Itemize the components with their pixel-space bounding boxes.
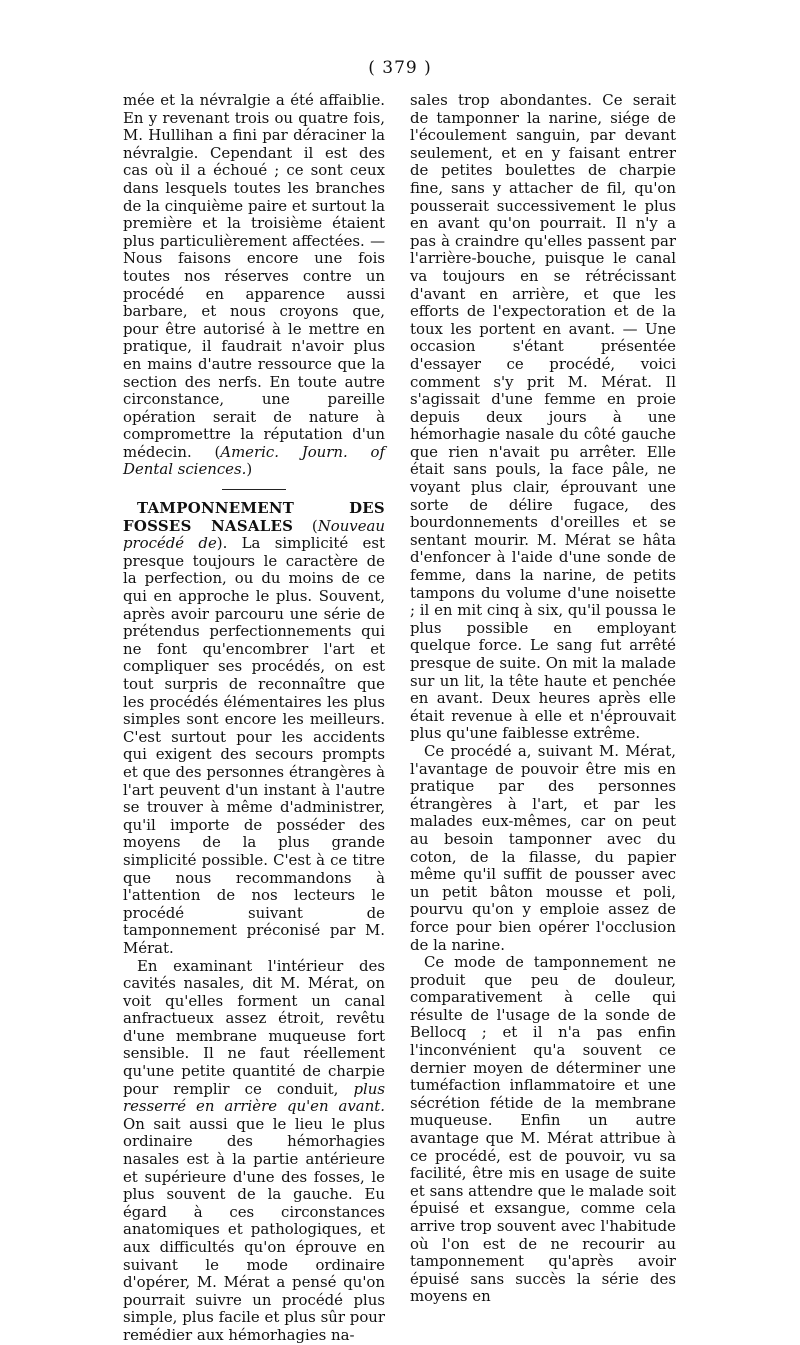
para2-emphasis: plus resserré en arrière qu'en avant. — [123, 1079, 386, 1116]
right-paragraph-3: Ce mode de tamponnement ne produit que peu de douleur, comparativement à celle qui résulte de l'usage de la sonde de Bellocq ; et il n'a pas enfin l'inconvénient qu'a souvent ce dernier moyen de déterminer une tuméfaction inflammatoire et une sécrétion fétide de la membrane muqueuse. Enfin un autre avantage que M. Mérat attribue à ce procédé, est de pouvoir, vu sa facilité, être mis en usage de suite et sans attendre que le malade soit épuisé et exsangue, comme cela arrive trop souvent avec l'habitude où l'on est de ne recourir au tamponnement qu'après avoir épuisé sans succès la série des moyens en — [410, 953, 676, 1306]
journal-citation: Americ. Journ. of Dental sciences. — [123, 442, 385, 479]
right-paragraph-1: sales trop abondantes. Ce serait de tamponner la narine, siége de l'écoulement sanguin, par devant seulement, et en y faisant entrer de petites boulettes de charpie fine, sans y attacher de fil, qu'on pousserait successivement le plus en avant qu'on pourrait. Il n'y a pas à craindre qu'elles passent par l'arrière-bouche, puisque le canal va toujours en se rétrécissant d'avant en arrière, et que les efforts de l'expectoration et de la toux les portent en avant. — Une occasion s'étant présentée d'essayer ce procédé, voici comment s'y prit M. Mérat. Il s'agissait d'une femme en proie depuis deux jours à une hémorhagie nasale du côté gauche que rien n'avait pu arrêter. Elle était sans pouls, la face pâle, ne voyant plus clair, éprouvant une sorte de délire fugace, des bourdonnements d'oreilles et se sentant mourir. M. Mérat se hâta d'enfoncer à l'aide d'une sonde de femme, dans la narine, de petits tampons du volume d'une noisette ; il en mit cinq à six, qu'il poussa le plus possible en employant quelque force. Le sang fut arrêté presque de suite. On mit la malade sur un lit, la tête haute et penchée en avant. Deux heures après elle était revenue à elle et n'éprouvait plus qu'une faiblesse extrême. — [410, 91, 676, 743]
section-subtitle: Nouveau procédé de — [123, 516, 385, 553]
section-intro-text: ). La simplicité est presque toujours le caractère de la perfection, ou du moins de ce qui en approche le plus. Souvent, après avoir parcouru une série de prétendus perfectionnements qui ne font qu'encombrer l'art et compliquer ses procédés, on est tout surpris de reconnaître que les procédés élémentaires les plus simples sont encore les meilleurs. C'est surtout pour les accidents qui exigent des secours prompts et que des personnes étrangères à l'art peuvent d'un instant à l'autre se trouver à même d'administrer, qu'il importe de posséder des moyens de la plus grande simplicité possible. C'est à ce titre que nous recommandons à l'attention de nos lecteurs le procédé suivant de tamponnement préconisé par M. Mérat. — [123, 534, 385, 957]
para2-text-b: On sait aussi que le lieu le plus ordinaire des hémorhagies nasales est à la partie antérieure et supérieure d'une des fosses, le plus souvent de la gauche. Eu égard à ces circonstances anatomiques et pathologiques, et aux difficultés qu'on éprouve en suivant le mode ordinaire d'opérer, M. Mérat a pensé qu'on pourrait suivre un procédé plus simple, plus facile et plus sûr pour remédier aux hémorhagies na- — [123, 1114, 385, 1344]
continuation-paragraph — [123, 92, 385, 479]
continuation-text: mée et la névralgie a été affaiblie. En y revenant trois ou quatre fois, M. Hullihan a fini par déraciner la névralgie. Cependant il est des cas où il a échoué ; ce sont ceux dans lesquels toutes les branches de la cinquième paire et surtout la première et la troisième étaient plus particulièrement affectées. — Nous faisons encore une fois toutes nos réserves contre un procédé en apparence aussi barbare, et nous croyons que, pour être autorisé à le mettre en pratique, il faudrait n'avoir plus en mains d'autre ressource que la section des nerfs. En toute autre circonstance, une pareille opération serait de nature à compromettre la réputation d'un médecin. ( — [123, 91, 385, 461]
right-paragraph-2: Ce procédé a, suivant M. Mérat, l'avantage de pouvoir être mis en pratique par des personnes étrangères à l'art, et par les malades eux-mêmes, car on peut au besoin tamponner avec du coton, de la filasse, du papier même qu'il suffit de pousser avec un petit bâton mousse et poli, pourvu qu'on y emploie assez de force pour bien opérer l'occlusion de la narine. — [410, 741, 676, 954]
body-paragraph-2 — [123, 958, 385, 1345]
section-title: TAMPONNEMENT DES FOSSES NASALES — [123, 499, 385, 535]
citation-close: ) — [246, 460, 253, 479]
section-divider — [222, 489, 286, 490]
page-number: ( 379 ) — [368, 58, 432, 78]
section-intro-paragraph: TAMPONNEMENT DES FOSSES NASALES (Nouveau procédé de). La simplicité est presque toujours le caractère de la perfection, ou du moins de ce qui en approche le plus. Souvent, après avoir parcouru une série de prétendus perfectionnements qui ne font qu'encombrer l'art et compliquer ses procédés, on est tout surpris de reconnaître que les procédés élémentaires les plus simples sont encore les meilleurs. C'est surtout pour les accidents qui exigent des secours prompts et que des personnes étrangères à l'art peuvent d'un instant à l'autre se trouver à même d'administrer, qu'il importe de posséder des moyens de la plus grande simplicité possible. C'est à ce titre que nous recommandons à l'attention de nos lecteurs le procédé suivant de tamponnement préconisé par M. Mérat. — [123, 499, 385, 957]
right-column — [410, 92, 676, 1306]
left-column — [123, 92, 385, 1345]
para2-text-a: En examinant l'intérieur des cavités nasales, dit M. Mérat, on voit qu'elles forment un canal anfractueux assez étroit, revêtu d'une membrane muqueuse fort sensible. Il ne faut réellement qu'une petite quantité de charpie pour remplir ce conduit, — [123, 956, 385, 1098]
